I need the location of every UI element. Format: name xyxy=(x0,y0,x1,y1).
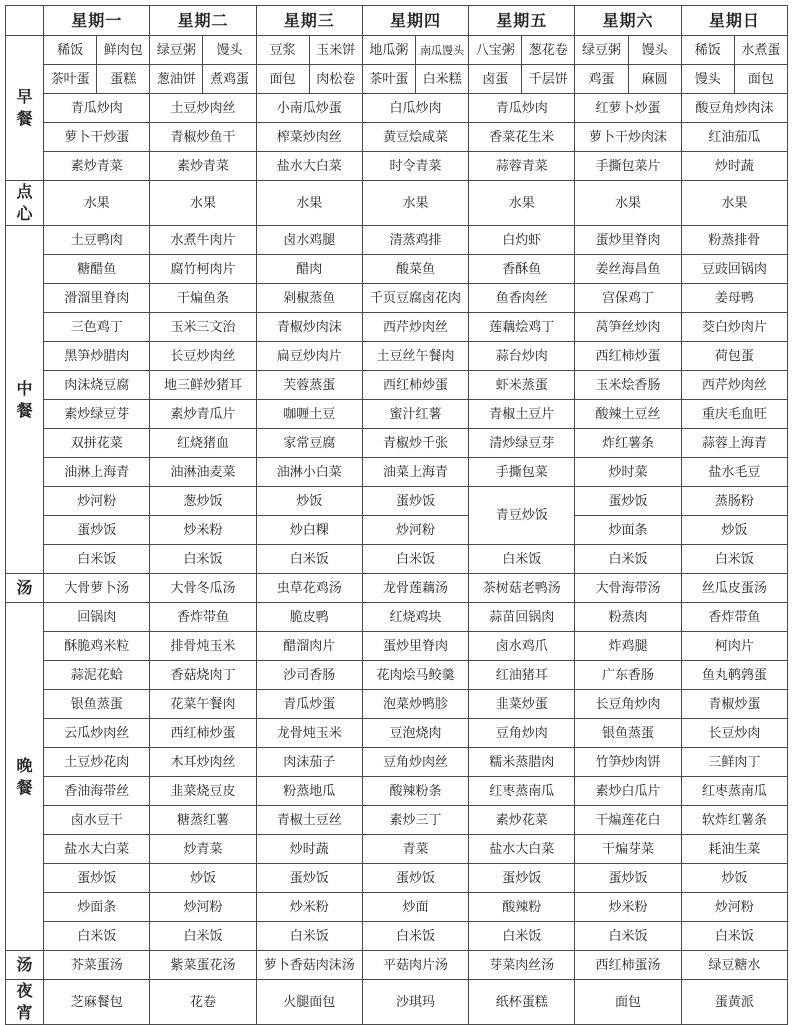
breakfast-item: 玉米饼 xyxy=(309,36,362,65)
breakfast-item: 面包 xyxy=(256,65,309,94)
lunch-dish: 豆豉回锅肉 xyxy=(681,255,787,284)
breakfast-item: 卤蛋 xyxy=(469,65,522,94)
lunch-dish: 油淋油麦菜 xyxy=(150,458,256,487)
breakfast-item: 地瓜粥 xyxy=(362,36,415,65)
lunch-soup: 龙骨莲藕汤 xyxy=(362,574,468,603)
lunch-dish: 水煮牛肉片 xyxy=(150,226,256,255)
weekly-menu-table xyxy=(5,5,788,1025)
meal-dinner-soup-label xyxy=(6,951,44,980)
lunch-dish: 莲藕烩鸡丁 xyxy=(469,313,575,342)
breakfast-dish: 香菜花生米 xyxy=(469,123,575,152)
dinner-dish: 蛋炒饭 xyxy=(44,864,150,893)
dinner-dish: 土豆炒花肉 xyxy=(44,748,150,777)
dinner-dish: 炒米粉 xyxy=(256,893,362,922)
snack-item: 水果 xyxy=(150,181,256,226)
lunch-dish: 芙蓉蒸蛋 xyxy=(256,371,362,400)
meal-snack-label xyxy=(6,181,44,226)
lunch-dish: 长豆炒肉丝 xyxy=(150,342,256,371)
breakfast-dish: 素炒青菜 xyxy=(150,152,256,181)
dinner-dish: 盐水大白菜 xyxy=(469,835,575,864)
lunch-dish: 双拼花菜 xyxy=(44,429,150,458)
breakfast-item: 鸡蛋 xyxy=(575,65,628,94)
dinner-dish: 白米饭 xyxy=(256,922,362,951)
snack-item: 水果 xyxy=(681,181,787,226)
dinner-dish: 蛋炒饭 xyxy=(575,864,681,893)
snack-item: 水果 xyxy=(44,181,150,226)
dinner-dish: 木耳炒肉丝 xyxy=(150,748,256,777)
lunch-dish: 青椒土豆片 xyxy=(469,400,575,429)
breakfast-item: 葱花卷 xyxy=(522,36,575,65)
snack-item: 水果 xyxy=(362,181,468,226)
meal-label: 中餐 xyxy=(16,378,33,420)
breakfast-item: 豆浆 xyxy=(256,36,309,65)
lunch-dish: 炸红薯条 xyxy=(575,429,681,458)
dinner-dish: 醋溜肉片 xyxy=(256,632,362,661)
breakfast-item: 南瓜馒头 xyxy=(416,36,469,65)
lunch-dish: 莴笋丝炒肉 xyxy=(575,313,681,342)
lunch-staple: 白米饭 xyxy=(362,545,468,574)
dinner-dish: 豆角炒肉丝 xyxy=(362,748,468,777)
lunch-dish: 西红柿炒蛋 xyxy=(575,342,681,371)
dinner-dish: 素炒三丁 xyxy=(362,806,468,835)
breakfast-item: 鲜肉包 xyxy=(97,36,150,65)
breakfast-dish: 酸豆角炒肉沫 xyxy=(681,94,787,123)
lunch-dish: 蜜汁红薯 xyxy=(362,400,468,429)
dinner-dish: 软炸红薯条 xyxy=(681,806,787,835)
dinner-soup: 萝卜香菇肉沫汤 xyxy=(256,951,362,980)
dinner-dish: 豆角炒肉 xyxy=(469,719,575,748)
lunch-dish: 土豆鸭肉 xyxy=(44,226,150,255)
dinner-dish: 炸鸡腿 xyxy=(575,632,681,661)
lunch-dish: 干煸鱼条 xyxy=(150,284,256,313)
dinner-dish: 韭菜炒蛋 xyxy=(469,690,575,719)
dinner-dish: 白米饭 xyxy=(362,922,468,951)
lunch-dish: 素炒青瓜片 xyxy=(150,400,256,429)
dinner-dish: 三鲜肉丁 xyxy=(681,748,787,777)
breakfast-dish: 萝卜干炒蛋 xyxy=(44,123,150,152)
lunch-dish: 糖醋鱼 xyxy=(44,255,150,284)
dinner-dish: 肉沫茄子 xyxy=(256,748,362,777)
snack-item: 水果 xyxy=(256,181,362,226)
breakfast-dish: 萝卜干炒肉沫 xyxy=(575,123,681,152)
lunch-soup: 大骨海带汤 xyxy=(575,574,681,603)
lunch-dish: 重庆毛血旺 xyxy=(681,400,787,429)
lunch-dish: 醋肉 xyxy=(256,255,362,284)
lunch-dish: 西芹炒肉丝 xyxy=(681,371,787,400)
dinner-soup: 芽菜肉丝汤 xyxy=(469,951,575,980)
lunch-dish: 炒时菜 xyxy=(575,458,681,487)
breakfast-item: 稀饭 xyxy=(681,36,734,65)
day-header: 星期二 xyxy=(150,6,256,36)
dinner-dish: 西红柿炒蛋 xyxy=(150,719,256,748)
dinner-dish: 蛋炒饭 xyxy=(469,864,575,893)
night-snack-item: 火腿面包 xyxy=(256,980,362,1025)
breakfast-item: 茶叶蛋 xyxy=(44,65,97,94)
lunch-staple: 炒米粉 xyxy=(150,516,256,545)
dinner-dish: 青菜 xyxy=(362,835,468,864)
dinner-dish: 素炒花菜 xyxy=(469,806,575,835)
lunch-staple: 白米饭 xyxy=(44,545,150,574)
lunch-soup: 茶树菇老鸭汤 xyxy=(469,574,575,603)
lunch-dish: 剁椒蒸鱼 xyxy=(256,284,362,313)
lunch-dish: 虾米蒸蛋 xyxy=(469,371,575,400)
dinner-dish: 蒜苗回锅肉 xyxy=(469,603,575,632)
dinner-dish: 沙司香肠 xyxy=(256,661,362,690)
lunch-dish: 西芹炒肉丝 xyxy=(362,313,468,342)
lunch-dish: 油菜上海青 xyxy=(362,458,468,487)
meal-label: 早餐 xyxy=(16,87,33,128)
lunch-dish: 家常豆腐 xyxy=(256,429,362,458)
dinner-dish: 排骨炖玉米 xyxy=(150,632,256,661)
meal-label: 夜宵 xyxy=(16,981,33,1022)
lunch-staple: 炒面条 xyxy=(575,516,681,545)
breakfast-dish: 手撕包菜片 xyxy=(575,152,681,181)
breakfast-item: 馒头 xyxy=(628,36,681,65)
breakfast-dish: 土豆炒肉丝 xyxy=(150,94,256,123)
lunch-dish: 清蒸鸡排 xyxy=(362,226,468,255)
lunch-staple: 炒饭 xyxy=(681,516,787,545)
breakfast-item: 白米糕 xyxy=(416,65,469,94)
lunch-staple: 蛋炒饭 xyxy=(575,487,681,516)
breakfast-dish: 蒜蓉青菜 xyxy=(469,152,575,181)
lunch-staple: 葱炒饭 xyxy=(150,487,256,516)
lunch-staple: 白米饭 xyxy=(575,545,681,574)
breakfast-item: 葱油饼 xyxy=(150,65,203,94)
meal-dinner-label xyxy=(6,603,44,951)
dinner-dish: 粉蒸肉 xyxy=(575,603,681,632)
breakfast-item: 面包 xyxy=(734,65,787,94)
meal-night-snack-label xyxy=(6,980,44,1025)
dinner-dish: 回锅肉 xyxy=(44,603,150,632)
dinner-dish: 龙骨炖玉米 xyxy=(256,719,362,748)
dinner-dish: 蛋炒饭 xyxy=(362,864,468,893)
dinner-dish: 鱼丸鹌鹑蛋 xyxy=(681,661,787,690)
breakfast-item: 绿豆粥 xyxy=(150,36,203,65)
dinner-dish: 长豆角炒肉 xyxy=(575,690,681,719)
day-header: 星期四 xyxy=(362,6,468,36)
meal-breakfast-label xyxy=(6,36,44,181)
night-snack-item: 沙琪玛 xyxy=(362,980,468,1025)
lunch-staple: 蛋炒饭 xyxy=(362,487,468,516)
breakfast-dish: 青瓜炒肉 xyxy=(469,94,575,123)
lunch-dish: 红烧猪血 xyxy=(150,429,256,458)
dinner-dish: 炒青菜 xyxy=(150,835,256,864)
dinner-dish: 青瓜炒蛋 xyxy=(256,690,362,719)
breakfast-dish: 时令青菜 xyxy=(362,152,468,181)
dinner-dish: 卤水鸡爪 xyxy=(469,632,575,661)
dinner-dish: 粉蒸地瓜 xyxy=(256,777,362,806)
day-header: 星期五 xyxy=(469,6,575,36)
lunch-dish: 西红柿炒蛋 xyxy=(362,371,468,400)
breakfast-item: 水煮蛋 xyxy=(734,36,787,65)
dinner-dish: 青椒炒蛋 xyxy=(681,690,787,719)
lunch-dish: 卤水鸡腿 xyxy=(256,226,362,255)
breakfast-item: 八宝粥 xyxy=(469,36,522,65)
dinner-dish: 白米饭 xyxy=(575,922,681,951)
dinner-soup: 平菇肉片汤 xyxy=(362,951,468,980)
lunch-dish: 肉沫烧豆腐 xyxy=(44,371,150,400)
lunch-staple: 白米饭 xyxy=(150,545,256,574)
breakfast-dish: 红萝卜炒蛋 xyxy=(575,94,681,123)
dinner-soup: 芥菜蛋汤 xyxy=(44,951,150,980)
lunch-staple: 白米饭 xyxy=(469,545,575,574)
breakfast-dish: 白瓜炒肉 xyxy=(362,94,468,123)
lunch-dish: 姜丝海昌鱼 xyxy=(575,255,681,284)
breakfast-dish: 青椒炒鱼干 xyxy=(150,123,256,152)
lunch-dish: 腐竹柯肉片 xyxy=(150,255,256,284)
dinner-dish: 脆皮鸭 xyxy=(256,603,362,632)
breakfast-item: 茶叶蛋 xyxy=(362,65,415,94)
dinner-dish: 炒饭 xyxy=(150,864,256,893)
dinner-dish: 香炸带鱼 xyxy=(150,603,256,632)
lunch-dish: 黑笋炒腊肉 xyxy=(44,342,150,371)
dinner-dish: 香炸带鱼 xyxy=(681,603,787,632)
dinner-dish: 韭菜烧豆皮 xyxy=(150,777,256,806)
lunch-dish: 宫保鸡丁 xyxy=(575,284,681,313)
lunch-staple: 炒河粉 xyxy=(44,487,150,516)
dinner-dish: 糖蒸红薯 xyxy=(150,806,256,835)
dinner-dish: 干煸莲花白 xyxy=(575,806,681,835)
day-header: 星期三 xyxy=(256,6,362,36)
dinner-dish: 青椒土豆丝 xyxy=(256,806,362,835)
lunch-dish: 滑溜里脊肉 xyxy=(44,284,150,313)
night-snack-item: 面包 xyxy=(575,980,681,1025)
breakfast-item: 绿豆粥 xyxy=(575,36,628,65)
lunch-dish: 青椒炒肉沫 xyxy=(256,313,362,342)
lunch-dish: 姜母鸭 xyxy=(681,284,787,313)
dinner-dish: 糯米蒸腊肉 xyxy=(469,748,575,777)
lunch-dish: 荷包蛋 xyxy=(681,342,787,371)
lunch-dish: 茭白炒肉片 xyxy=(681,313,787,342)
dinner-dish: 广东香肠 xyxy=(575,661,681,690)
meal-label: 汤 xyxy=(16,955,33,974)
breakfast-item: 煮鸡蛋 xyxy=(203,65,256,94)
lunch-dish: 清炒绿豆芽 xyxy=(469,429,575,458)
dinner-dish: 炒河粉 xyxy=(681,893,787,922)
breakfast-item: 麻圆 xyxy=(628,65,681,94)
night-snack-item: 芝麻餐包 xyxy=(44,980,150,1025)
dinner-dish: 竹笋炒肉饼 xyxy=(575,748,681,777)
lunch-soup: 大骨萝卜汤 xyxy=(44,574,150,603)
snack-item: 水果 xyxy=(469,181,575,226)
dinner-dish: 炒面 xyxy=(362,893,468,922)
lunch-dish: 青椒炒千张 xyxy=(362,429,468,458)
lunch-dish: 盐水毛豆 xyxy=(681,458,787,487)
dinner-dish: 蛋炒里脊肉 xyxy=(362,632,468,661)
lunch-dish: 香酥鱼 xyxy=(469,255,575,284)
lunch-dish: 白灼虾 xyxy=(469,226,575,255)
lunch-dish: 蒜台炒肉 xyxy=(469,342,575,371)
lunch-dish: 玉米三文治 xyxy=(150,313,256,342)
dinner-dish: 白米饭 xyxy=(681,922,787,951)
lunch-staple: 蒸肠粉 xyxy=(681,487,787,516)
dinner-dish: 红枣蒸南瓜 xyxy=(469,777,575,806)
night-snack-item: 纸杯蛋糕 xyxy=(469,980,575,1025)
dinner-dish: 银鱼蒸蛋 xyxy=(44,690,150,719)
dinner-soup: 西红柿蛋汤 xyxy=(575,951,681,980)
dinner-dish: 红油猪耳 xyxy=(469,661,575,690)
breakfast-dish: 炒时蔬 xyxy=(681,152,787,181)
meal-label: 汤 xyxy=(16,578,33,597)
dinner-dish: 长豆炒肉 xyxy=(681,719,787,748)
dinner-dish: 蛋炒饭 xyxy=(256,864,362,893)
dinner-dish: 泡菜炒鸭胗 xyxy=(362,690,468,719)
meal-lunch-label xyxy=(6,226,44,574)
dinner-dish: 炒饭 xyxy=(681,864,787,893)
lunch-dish: 酸菜鱼 xyxy=(362,255,468,284)
dinner-dish: 红枣蒸南瓜 xyxy=(681,777,787,806)
day-header: 星期日 xyxy=(681,6,787,36)
breakfast-item: 稀饭 xyxy=(44,36,97,65)
lunch-dish: 千页豆腐卤花肉 xyxy=(362,284,468,313)
dinner-soup: 紫菜蛋花汤 xyxy=(150,951,256,980)
dinner-dish: 柯肉片 xyxy=(681,632,787,661)
lunch-dish: 鱼香肉丝 xyxy=(469,284,575,313)
dinner-dish: 酸辣粉条 xyxy=(362,777,468,806)
lunch-dish: 地三鲜炒猪耳 xyxy=(150,371,256,400)
lunch-staple: 青豆炒饭 xyxy=(469,487,575,545)
dinner-dish: 卤水豆干 xyxy=(44,806,150,835)
dinner-dish: 豆泡烧肉 xyxy=(362,719,468,748)
breakfast-dish: 榨菜炒肉丝 xyxy=(256,123,362,152)
meal-label: 点心 xyxy=(16,182,33,223)
breakfast-dish: 素炒青菜 xyxy=(44,152,150,181)
dinner-dish: 炒时蔬 xyxy=(256,835,362,864)
breakfast-item: 肉松卷 xyxy=(309,65,362,94)
dinner-dish: 炒面条 xyxy=(44,893,150,922)
lunch-staple: 白米饭 xyxy=(681,545,787,574)
dinner-dish: 耗油生菜 xyxy=(681,835,787,864)
dinner-dish: 炒河粉 xyxy=(150,893,256,922)
dinner-dish: 干煸芽菜 xyxy=(575,835,681,864)
dinner-dish: 花菜午餐肉 xyxy=(150,690,256,719)
breakfast-item: 蛋糕 xyxy=(97,65,150,94)
breakfast-dish: 黄豆烩咸菜 xyxy=(362,123,468,152)
lunch-dish: 手撕包菜 xyxy=(469,458,575,487)
breakfast-dish: 小南瓜炒蛋 xyxy=(256,94,362,123)
breakfast-item: 馒头 xyxy=(203,36,256,65)
dinner-dish: 白米饭 xyxy=(150,922,256,951)
breakfast-dish: 红油茄瓜 xyxy=(681,123,787,152)
day-header: 星期六 xyxy=(575,6,681,36)
breakfast-dish: 盐水大白菜 xyxy=(256,152,362,181)
lunch-dish: 扁豆炒肉片 xyxy=(256,342,362,371)
dinner-dish: 酸辣粉 xyxy=(469,893,575,922)
snack-item: 水果 xyxy=(575,181,681,226)
lunch-dish: 粉蒸排骨 xyxy=(681,226,787,255)
lunch-staple: 蛋炒饭 xyxy=(44,516,150,545)
breakfast-item: 千层饼 xyxy=(522,65,575,94)
lunch-dish: 咖喱土豆 xyxy=(256,400,362,429)
day-header: 星期一 xyxy=(44,6,150,36)
dinner-dish: 酥脆鸡米粒 xyxy=(44,632,150,661)
lunch-dish: 土豆丝午餐肉 xyxy=(362,342,468,371)
dinner-dish: 素炒白瓜片 xyxy=(575,777,681,806)
meal-label: 晚餐 xyxy=(16,755,33,797)
dinner-dish: 白米饭 xyxy=(44,922,150,951)
lunch-dish: 素炒绿豆芽 xyxy=(44,400,150,429)
lunch-dish: 油淋上海青 xyxy=(44,458,150,487)
lunch-soup: 虫草花鸡汤 xyxy=(256,574,362,603)
dinner-dish: 香菇烧肉丁 xyxy=(150,661,256,690)
lunch-dish: 蛋炒里脊肉 xyxy=(575,226,681,255)
lunch-dish: 玉米烩香肠 xyxy=(575,371,681,400)
breakfast-dish: 青瓜炒肉 xyxy=(44,94,150,123)
dinner-dish: 蒜泥花蛤 xyxy=(44,661,150,690)
lunch-dish: 蒜蓉上海青 xyxy=(681,429,787,458)
corner-cell xyxy=(6,6,44,36)
dinner-dish: 花肉烩马鲛羹 xyxy=(362,661,468,690)
dinner-dish: 红烧鸡块 xyxy=(362,603,468,632)
lunch-soup: 丝瓜皮蛋汤 xyxy=(681,574,787,603)
night-snack-item: 花卷 xyxy=(150,980,256,1025)
lunch-staple: 炒河粉 xyxy=(362,516,468,545)
lunch-staple: 白米饭 xyxy=(256,545,362,574)
dinner-dish: 白米饭 xyxy=(469,922,575,951)
breakfast-item: 馒头 xyxy=(681,65,734,94)
lunch-dish: 三色鸡丁 xyxy=(44,313,150,342)
night-snack-item: 蛋黄派 xyxy=(681,980,787,1025)
dinner-dish: 盐水大白菜 xyxy=(44,835,150,864)
lunch-soup: 大骨冬瓜汤 xyxy=(150,574,256,603)
meal-lunch-soup-label xyxy=(6,574,44,603)
lunch-staple: 炒饭 xyxy=(256,487,362,516)
dinner-dish: 炒米粉 xyxy=(575,893,681,922)
dinner-dish: 云瓜炒肉丝 xyxy=(44,719,150,748)
dinner-dish: 香油海带丝 xyxy=(44,777,150,806)
lunch-staple: 炒白粿 xyxy=(256,516,362,545)
dinner-dish: 银鱼蒸蛋 xyxy=(575,719,681,748)
dinner-soup: 绿豆糖水 xyxy=(681,951,787,980)
lunch-dish: 酸辣土豆丝 xyxy=(575,400,681,429)
lunch-dish: 油淋小白菜 xyxy=(256,458,362,487)
